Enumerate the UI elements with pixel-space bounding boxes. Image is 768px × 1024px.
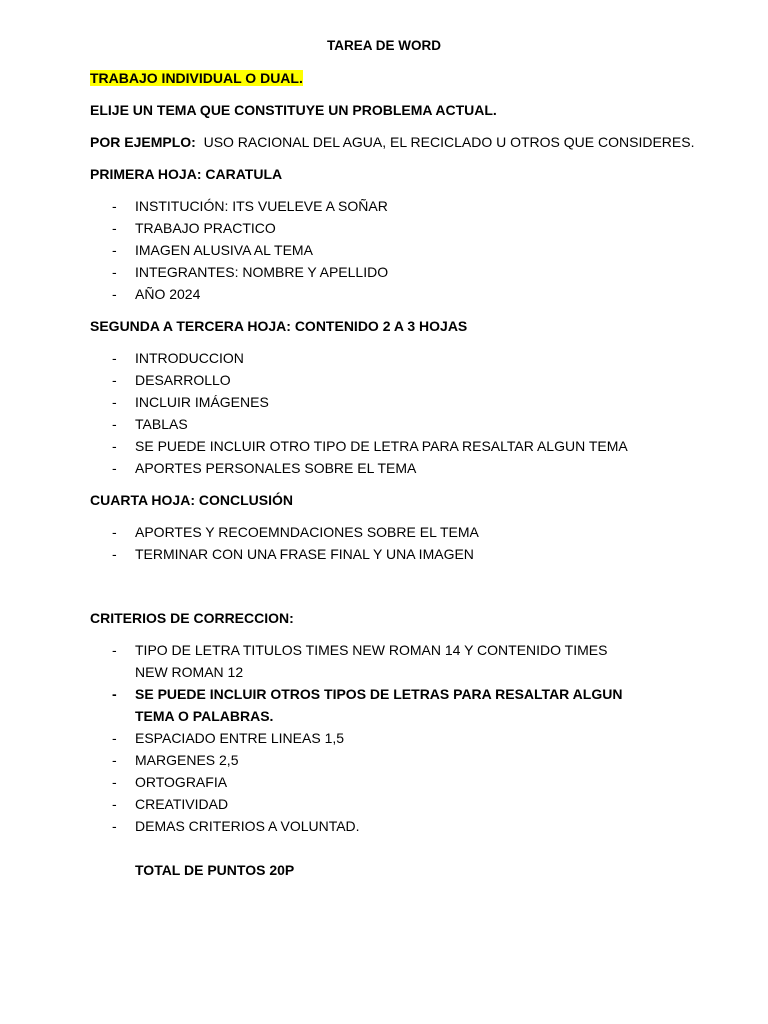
example-text: USO RACIONAL DEL AGUA, EL RECICLADO U OTROS QUE CONSIDERES. [203, 134, 695, 150]
list-item: - INTRODUCCION [90, 347, 690, 369]
topic-instruction: ELIJE UN TEMA QUE CONSTITUYE UN PROBLEMA ACTUAL. [90, 102, 497, 118]
section-heading-caratula: PRIMERA HOJA: CARATULA [90, 166, 283, 182]
list-item: - TABLAS [90, 413, 690, 435]
list-item: - SE PUEDE INCLUIR OTROS TIPOS DE LETRAS PARA RESALTAR ALGUN TEMA O PALABRAS. [90, 683, 625, 727]
contenido-list [90, 347, 690, 479]
list-item: - TRABAJO PRACTICO [90, 217, 690, 239]
list-item: - APORTES PERSONALES SOBRE EL TEMA [90, 457, 690, 479]
list-item: - TERMINAR CON UNA FRASE FINAL Y UNA IMAGEN [90, 543, 690, 565]
assignment-type-line [90, 67, 690, 89]
caratula-list [90, 195, 690, 305]
list-item: - DESARROLLO [90, 369, 690, 391]
criterios-list [90, 639, 690, 837]
list-item: - TIPO DE LETRA TITULOS TIMES NEW ROMAN 14 Y CONTENIDO TIMES NEW ROMAN 12 [90, 639, 625, 683]
blank-line [90, 575, 690, 607]
example-label: POR EJEMPLO: [90, 134, 196, 150]
list-item: - CREATIVIDAD [90, 793, 690, 815]
list-item: - APORTES Y RECOEMNDACIONES SOBRE EL TEMA [90, 521, 690, 543]
section-heading-criterios: CRITERIOS DE CORRECCION: [90, 610, 294, 626]
section-heading-conclusion: CUARTA HOJA: CONCLUSIÓN [90, 492, 293, 508]
list-item: - ORTOGRAFIA [90, 771, 690, 793]
list-item: - DEMAS CRITERIOS A VOLUNTAD. [90, 815, 690, 837]
list-item: - INTEGRANTES: NOMBRE Y APELLIDO [90, 261, 690, 283]
list-item: - AÑO 2024 [90, 283, 690, 305]
list-item: - INSTITUCIÓN: ITS VUELEVE A SOÑAR [90, 195, 690, 217]
list-item: - IMAGEN ALUSIVA AL TEMA [90, 239, 690, 261]
list-item: - SE PUEDE INCLUIR OTRO TIPO DE LETRA PARA RESALTAR ALGUN TEMA [90, 435, 690, 457]
document-body [90, 67, 695, 881]
list-item: - MARGENES 2,5 [90, 749, 690, 771]
total-points: TOTAL DE PUNTOS 20P [135, 862, 295, 878]
conclusion-list [90, 521, 690, 565]
document-title: TAREA DE WORD [327, 38, 441, 53]
list-item: - INCLUIR IMÁGENES [90, 391, 690, 413]
example-line [90, 131, 695, 153]
section-heading-contenido: SEGUNDA A TERCERA HOJA: CONTENIDO 2 A 3 HOJAS [90, 318, 468, 334]
highlighted-text: TRABAJO INDIVIDUAL O DUAL. [90, 70, 303, 86]
list-item: - ESPACIADO ENTRE LINEAS 1,5 [90, 727, 690, 749]
